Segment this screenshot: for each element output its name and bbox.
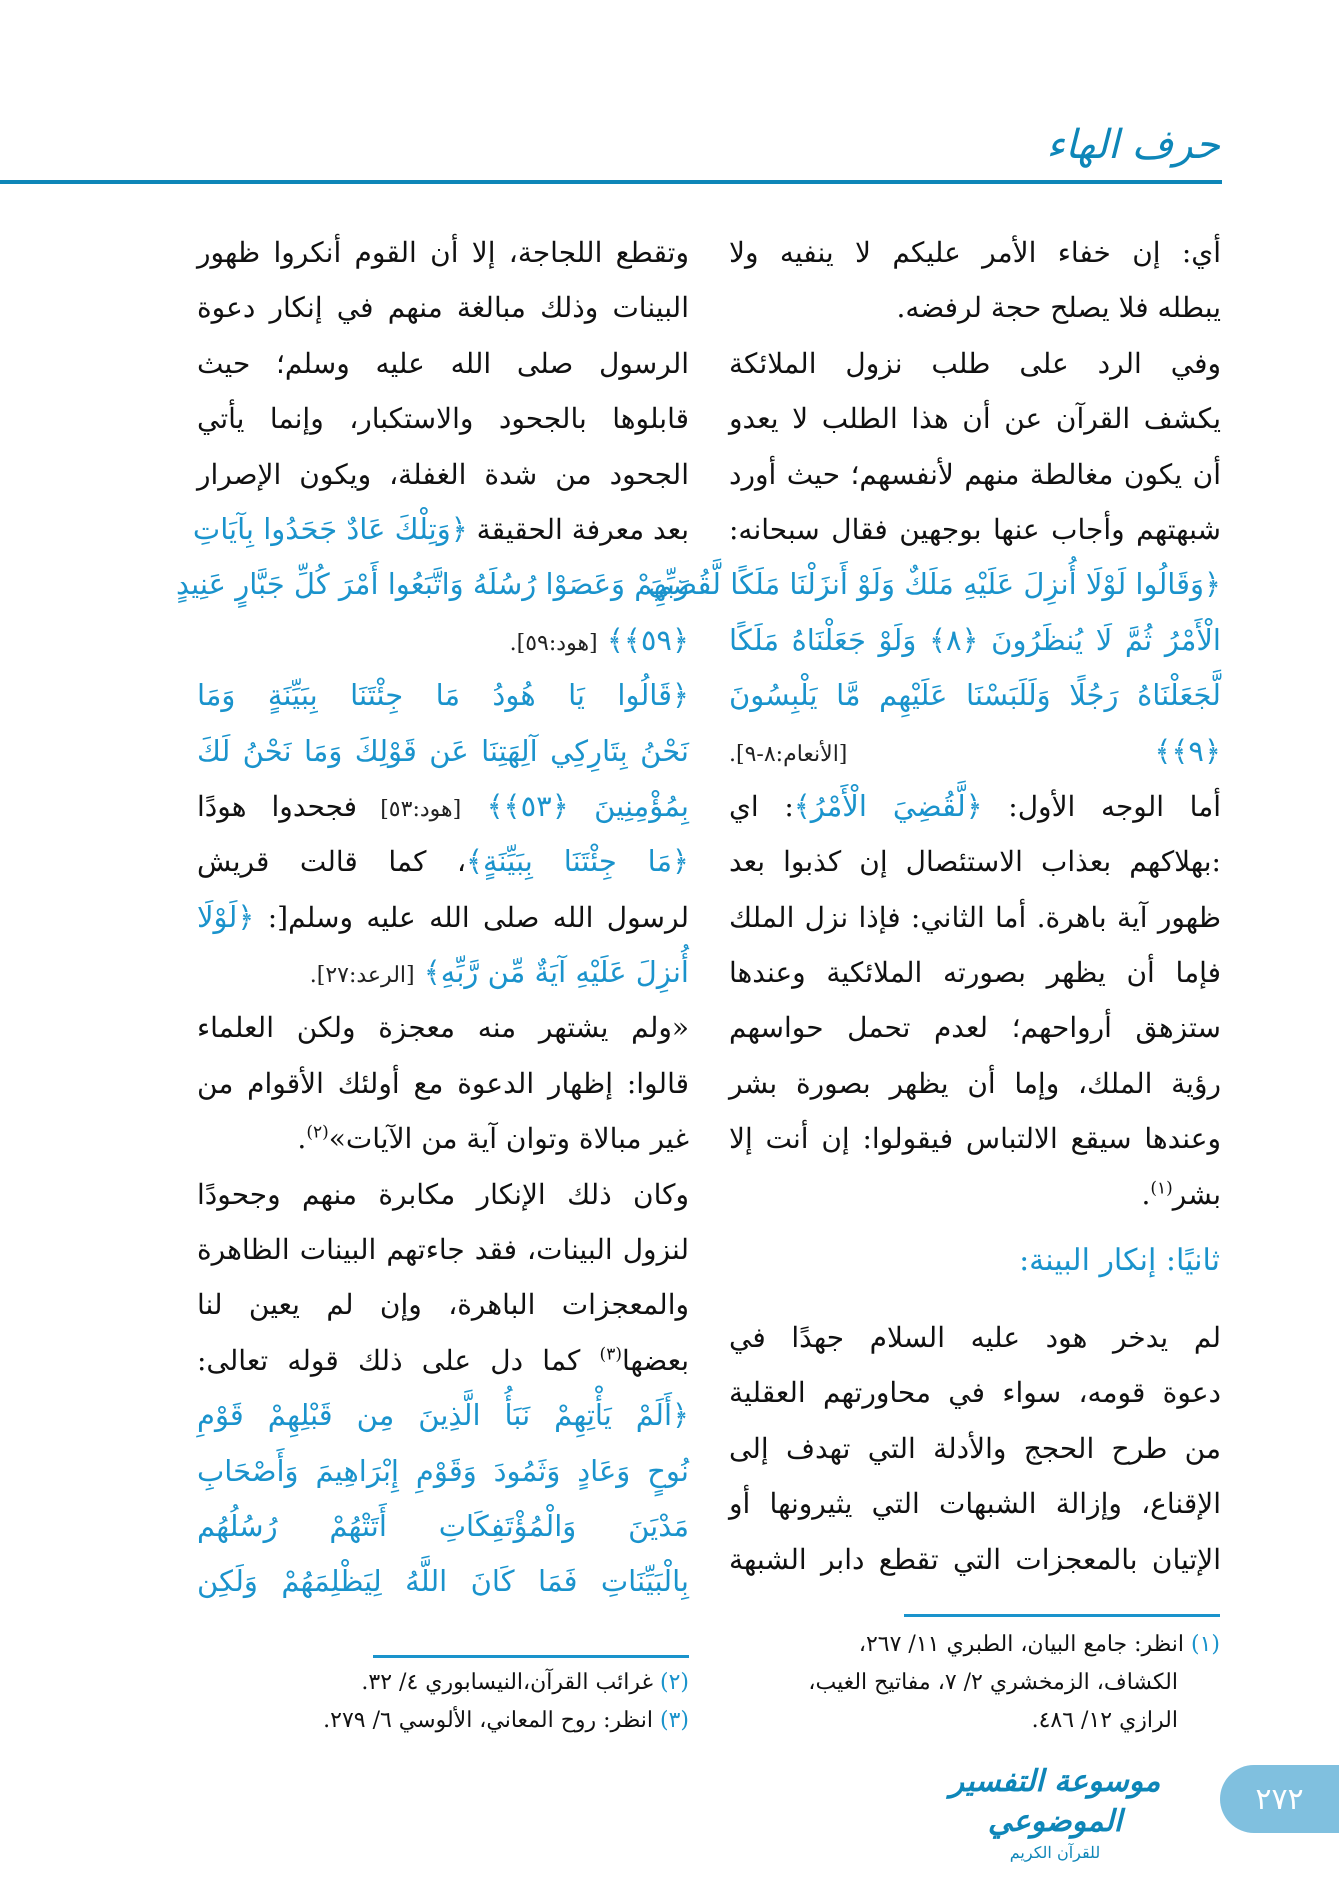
text-line xyxy=(197,1277,689,1332)
text-line xyxy=(729,1365,1221,1420)
footnote xyxy=(197,1702,689,1740)
body-text: كما دل على ذلك قوله تعالى: xyxy=(197,1343,600,1377)
body-text: الإقناع، وإزالة الشبهات التي يثيرونها أو xyxy=(729,1487,1221,1521)
footnote-text: انظر: جامع البيان، الطبري ١١/ ٢٦٧، xyxy=(858,1632,1184,1657)
body-text: قالوا: إظهار الدعوة مع أولئك الأقوام من xyxy=(197,1066,689,1100)
body-text: أي: إن خفاء الأمر عليكم لا ينفيه ولا xyxy=(729,236,1221,269)
text-line xyxy=(197,391,689,446)
body-text: من طرح الحجج والأدلة التي تهدف إلى xyxy=(729,1431,1221,1465)
text-line xyxy=(197,1444,689,1499)
body-text: أن يكون مغالطة منهم لأنفسهم؛ حيث أورد xyxy=(729,457,1221,491)
text-line xyxy=(197,1388,689,1443)
footnote-text: غرائب القرآن،النيسابوري ٤/ ٣٢. xyxy=(361,1670,653,1695)
text-line xyxy=(729,834,1221,889)
body-text: ظهور آية باهرة. أما الثاني: فإذا نزل الملك xyxy=(729,900,1221,934)
text-line xyxy=(648,557,1221,612)
footnote-number: (١) xyxy=(1190,1632,1220,1657)
body-text: :بهلاكهم بعذاب الاستئصال إن كذبوا بعد xyxy=(729,845,1221,879)
footnotes-left xyxy=(197,1664,689,1740)
quran-verse: ﴿مَا جِئْتَنَا بِبَيِّنَةٍ﴾ xyxy=(466,844,689,879)
body-text: شبهتهم وأجاب عنها بوجهين فقال سبحانه: xyxy=(729,512,1221,546)
quran-verse: نَحْنُ بِتَارِكِي آلِهَتِنَا عَن قَوْلِكَ وَمَا نَحْنُ لَكَ xyxy=(197,733,689,768)
body-text: . xyxy=(1141,1177,1151,1211)
footnote-number: (٣) xyxy=(659,1708,689,1733)
footnote xyxy=(728,1702,1220,1740)
footnote-marker: (١) xyxy=(1150,1178,1173,1199)
text-line xyxy=(729,336,1221,391)
body-text: أما الوجه الأول: xyxy=(982,789,1221,823)
text-line xyxy=(729,1000,1221,1055)
text-line xyxy=(197,1167,689,1222)
body-text: فجحدوا هودًا xyxy=(197,789,358,823)
logo-subtitle: للقرآن الكريم xyxy=(1009,1843,1101,1862)
footnote xyxy=(728,1626,1220,1664)
text-line xyxy=(197,613,689,668)
text-line xyxy=(197,779,689,834)
text-line xyxy=(729,779,1221,834)
section-heading: ثانيًا: إنكار البينة: xyxy=(1019,1243,1220,1278)
verse-reference: [هود:٥٣] xyxy=(357,796,462,822)
footnote xyxy=(197,1664,689,1702)
text-line xyxy=(197,668,689,723)
text-line xyxy=(729,280,1221,335)
body-text: : اي xyxy=(729,789,794,823)
text-line xyxy=(197,1222,689,1277)
text-line xyxy=(197,890,689,945)
body-text: يبطله فلا يصلح حجة لرفضه. xyxy=(896,291,1221,325)
quran-verse: ﴿٩﴾﴾ xyxy=(847,733,1221,768)
body-text: وفي الرد على طلب نزول الملائكة xyxy=(729,346,1221,380)
body-text: ، كما قالت قريش xyxy=(197,845,467,879)
text-line xyxy=(729,1167,1221,1222)
body-text: بشر xyxy=(1172,1177,1221,1211)
body-text: والمعجزات الباهرة، وإن لم يعين لنا xyxy=(197,1288,689,1322)
quran-verse: نُوحٍ وَعَادٍ وَثَمُودَ وَقَوْمِ إِبْرَاهِيمَ وَأَصْحَابِ xyxy=(197,1453,689,1488)
quran-verse: لَّجَعَلْنَاهُ رَجُلًا وَلَلَبَسْنَا عَلَيْهِم مَّا يَلْبِسُونَ xyxy=(729,678,1221,713)
text-line xyxy=(729,1111,1221,1166)
body-text: قابلوها بالجحود والاستكبار، وإنما يأتي xyxy=(197,402,689,436)
quran-verse: بِمُؤْمِنِينَ ﴿٥٣﴾﴾ xyxy=(461,788,690,823)
quran-verse: ﴿لَوْلَا xyxy=(197,899,255,934)
text-line xyxy=(729,890,1221,945)
quran-verse: ﴿لَّقُضِيَ الْأَمْرُ﴾ xyxy=(793,788,983,823)
body-text: «ولم يشتهر منه معجزة ولكن العلماء xyxy=(197,1011,689,1045)
body-text: البينات وذلك مبالغة منهم في إنكار دعوة xyxy=(197,291,689,325)
text-line xyxy=(197,945,689,1000)
text-line xyxy=(729,1056,1221,1111)
footnote-marker: (٣) xyxy=(599,1344,622,1365)
quran-verse: ﴿وَقَالُوا لَوْلَا أُنزِلَ عَلَيْهِ مَلَكٌ وَلَوْ أَنزَلْنَا مَلَكًا لَّقُضِيَ xyxy=(648,567,1221,602)
quran-verse: ﴿٥٩﴾﴾ xyxy=(597,622,689,657)
body-text: رؤية الملك، وإما أن يظهر بصورة بشر xyxy=(729,1066,1221,1100)
quran-verse: الْأَمْرُ ثُمَّ لَا يُنظَرُونَ ﴿٨﴾ وَلَوْ جَعَلْنَاهُ مَلَكًا xyxy=(729,622,1221,657)
text-line xyxy=(729,391,1221,446)
text-line xyxy=(197,1333,689,1388)
text-line xyxy=(729,1476,1221,1531)
quran-verse: ﴿أَلَمْ يَأْتِهِمْ نَبَأُ الَّذِينَ مِن قَبْلِهِمْ قَوْمِ xyxy=(197,1398,689,1433)
text-line xyxy=(197,1111,689,1166)
text-line xyxy=(197,1554,689,1609)
text-line xyxy=(729,502,1221,557)
text-line xyxy=(729,447,1221,502)
right-column-text-2 xyxy=(729,1310,1221,1587)
footnote-text: الرازي ١٢/ ٤٨٦. xyxy=(1031,1708,1178,1733)
text-line xyxy=(729,613,1221,668)
footnote-number: (٢) xyxy=(659,1670,689,1695)
body-text: ستزهق أرواحهم؛ لعدم تحمل حواسهم xyxy=(729,1011,1221,1045)
right-column-text xyxy=(648,225,1221,1222)
text-line xyxy=(729,668,1221,723)
text-line xyxy=(175,557,689,612)
page-number: ٢٧٢ xyxy=(1220,1765,1339,1833)
quran-verse: أُنزِلَ عَلَيْهِ آيَةٌ مِّن رَّبِّهِ﴾ xyxy=(414,955,689,990)
quran-verse: مَدْيَنَ وَالْمُؤْتَفِكَاتِ أَتَتْهُمْ رُسُلُهُم xyxy=(197,1508,689,1543)
text-line xyxy=(197,336,689,391)
quran-verse: بِالْبَيِّنَاتِ فَمَا كَانَ اللَّهُ لِيَظْلِمَهُمْ وَلَكِن xyxy=(197,1564,689,1599)
quran-verse: ﴿وَتِلْكَ عَادٌ جَحَدُوا بِآيَاتِ xyxy=(192,511,468,546)
text-line xyxy=(197,834,689,889)
encyclopedia-logo xyxy=(930,1762,1180,1864)
footnote-separator-right xyxy=(904,1614,1220,1617)
text-line xyxy=(197,1000,689,1055)
body-text: . xyxy=(297,1122,307,1156)
header-rule xyxy=(0,180,1222,184)
footnote-text: انظر: روح المعاني، الألوسي ٦/ ٢٧٩. xyxy=(323,1708,653,1733)
text-line xyxy=(729,1421,1221,1476)
body-text: وكان ذلك الإنكار مكابرة منهم وجحودًا xyxy=(197,1177,689,1211)
verse-reference: [الأنعام:٨-٩]. xyxy=(729,741,848,767)
verse-reference: [هود:٥٩]. xyxy=(509,630,598,656)
body-text: لم يدخر هود عليه السلام جهدًا في xyxy=(729,1321,1221,1354)
body-text: يكشف القرآن عن أن هذا الطلب لا يعدو xyxy=(729,402,1221,436)
body-text: الجحود من شدة الغفلة، ويكون الإصرار xyxy=(197,457,689,491)
footnote xyxy=(728,1664,1220,1702)
text-line xyxy=(729,945,1221,1000)
footnote-marker: (٢) xyxy=(306,1122,329,1143)
left-column-text xyxy=(175,225,690,1610)
text-line xyxy=(197,225,689,280)
body-text: الإتيان بالمعجزات التي تقطع دابر الشبهة xyxy=(729,1542,1221,1576)
body-text: الرسول صلى الله عليه وسلم؛ حيث xyxy=(197,346,689,380)
logo-title: موسوعة التفسير الموضوعي xyxy=(949,1764,1161,1839)
footnotes-right xyxy=(728,1626,1220,1740)
text-line xyxy=(729,724,1221,779)
body-text: وعندها سيقع الالتباس فيقولوا: إن أنت إلا xyxy=(729,1122,1221,1156)
body-text: بعد معرفة الحقيقة xyxy=(467,512,689,546)
text-line xyxy=(197,1499,689,1554)
footnote-separator-left xyxy=(373,1655,689,1658)
body-text: دعوة قومه، سواء في محاورتهم العقلية xyxy=(729,1376,1221,1410)
body-text: فإما أن يظهر بصورته الملائكية وعندها xyxy=(729,956,1221,990)
text-line xyxy=(197,724,689,779)
chapter-title: حرف الهاء xyxy=(1046,122,1220,168)
body-text: بعضها xyxy=(621,1343,689,1377)
verse-reference: [الرعد:٢٧]. xyxy=(309,963,415,989)
body-text: لنزول البينات، فقد جاءتهم البينات الظاهرة xyxy=(197,1233,689,1267)
text-line xyxy=(197,447,689,502)
text-line xyxy=(197,1056,689,1111)
text-line xyxy=(729,1310,1221,1365)
text-line xyxy=(192,502,689,557)
body-text: غير مبالاة وتوان آية من الآيات» xyxy=(328,1122,689,1156)
quran-verse: ﴿قَالُوا يَا هُودُ مَا جِئْتَنَا بِبَيِّنَةٍ وَمَا xyxy=(197,678,689,713)
text-line xyxy=(729,225,1221,280)
footnote-text: الكشاف، الزمخشري ٢/ ٧، مفاتيح الغيب، xyxy=(808,1670,1178,1695)
text-line xyxy=(729,1532,1221,1587)
body-text: لرسول الله صلى الله عليه وسلم[: xyxy=(254,900,689,934)
quran-verse: رَبِّهِمْ وَعَصَوْا رُسُلَهُ وَاتَّبَعُوا أَمْرَ كُلِّ جَبَّارٍ عَنِيدٍ xyxy=(175,567,689,602)
text-line xyxy=(197,280,689,335)
body-text: وتقطع اللجاجة، إلا أن القوم أنكروا ظهور xyxy=(197,236,689,269)
